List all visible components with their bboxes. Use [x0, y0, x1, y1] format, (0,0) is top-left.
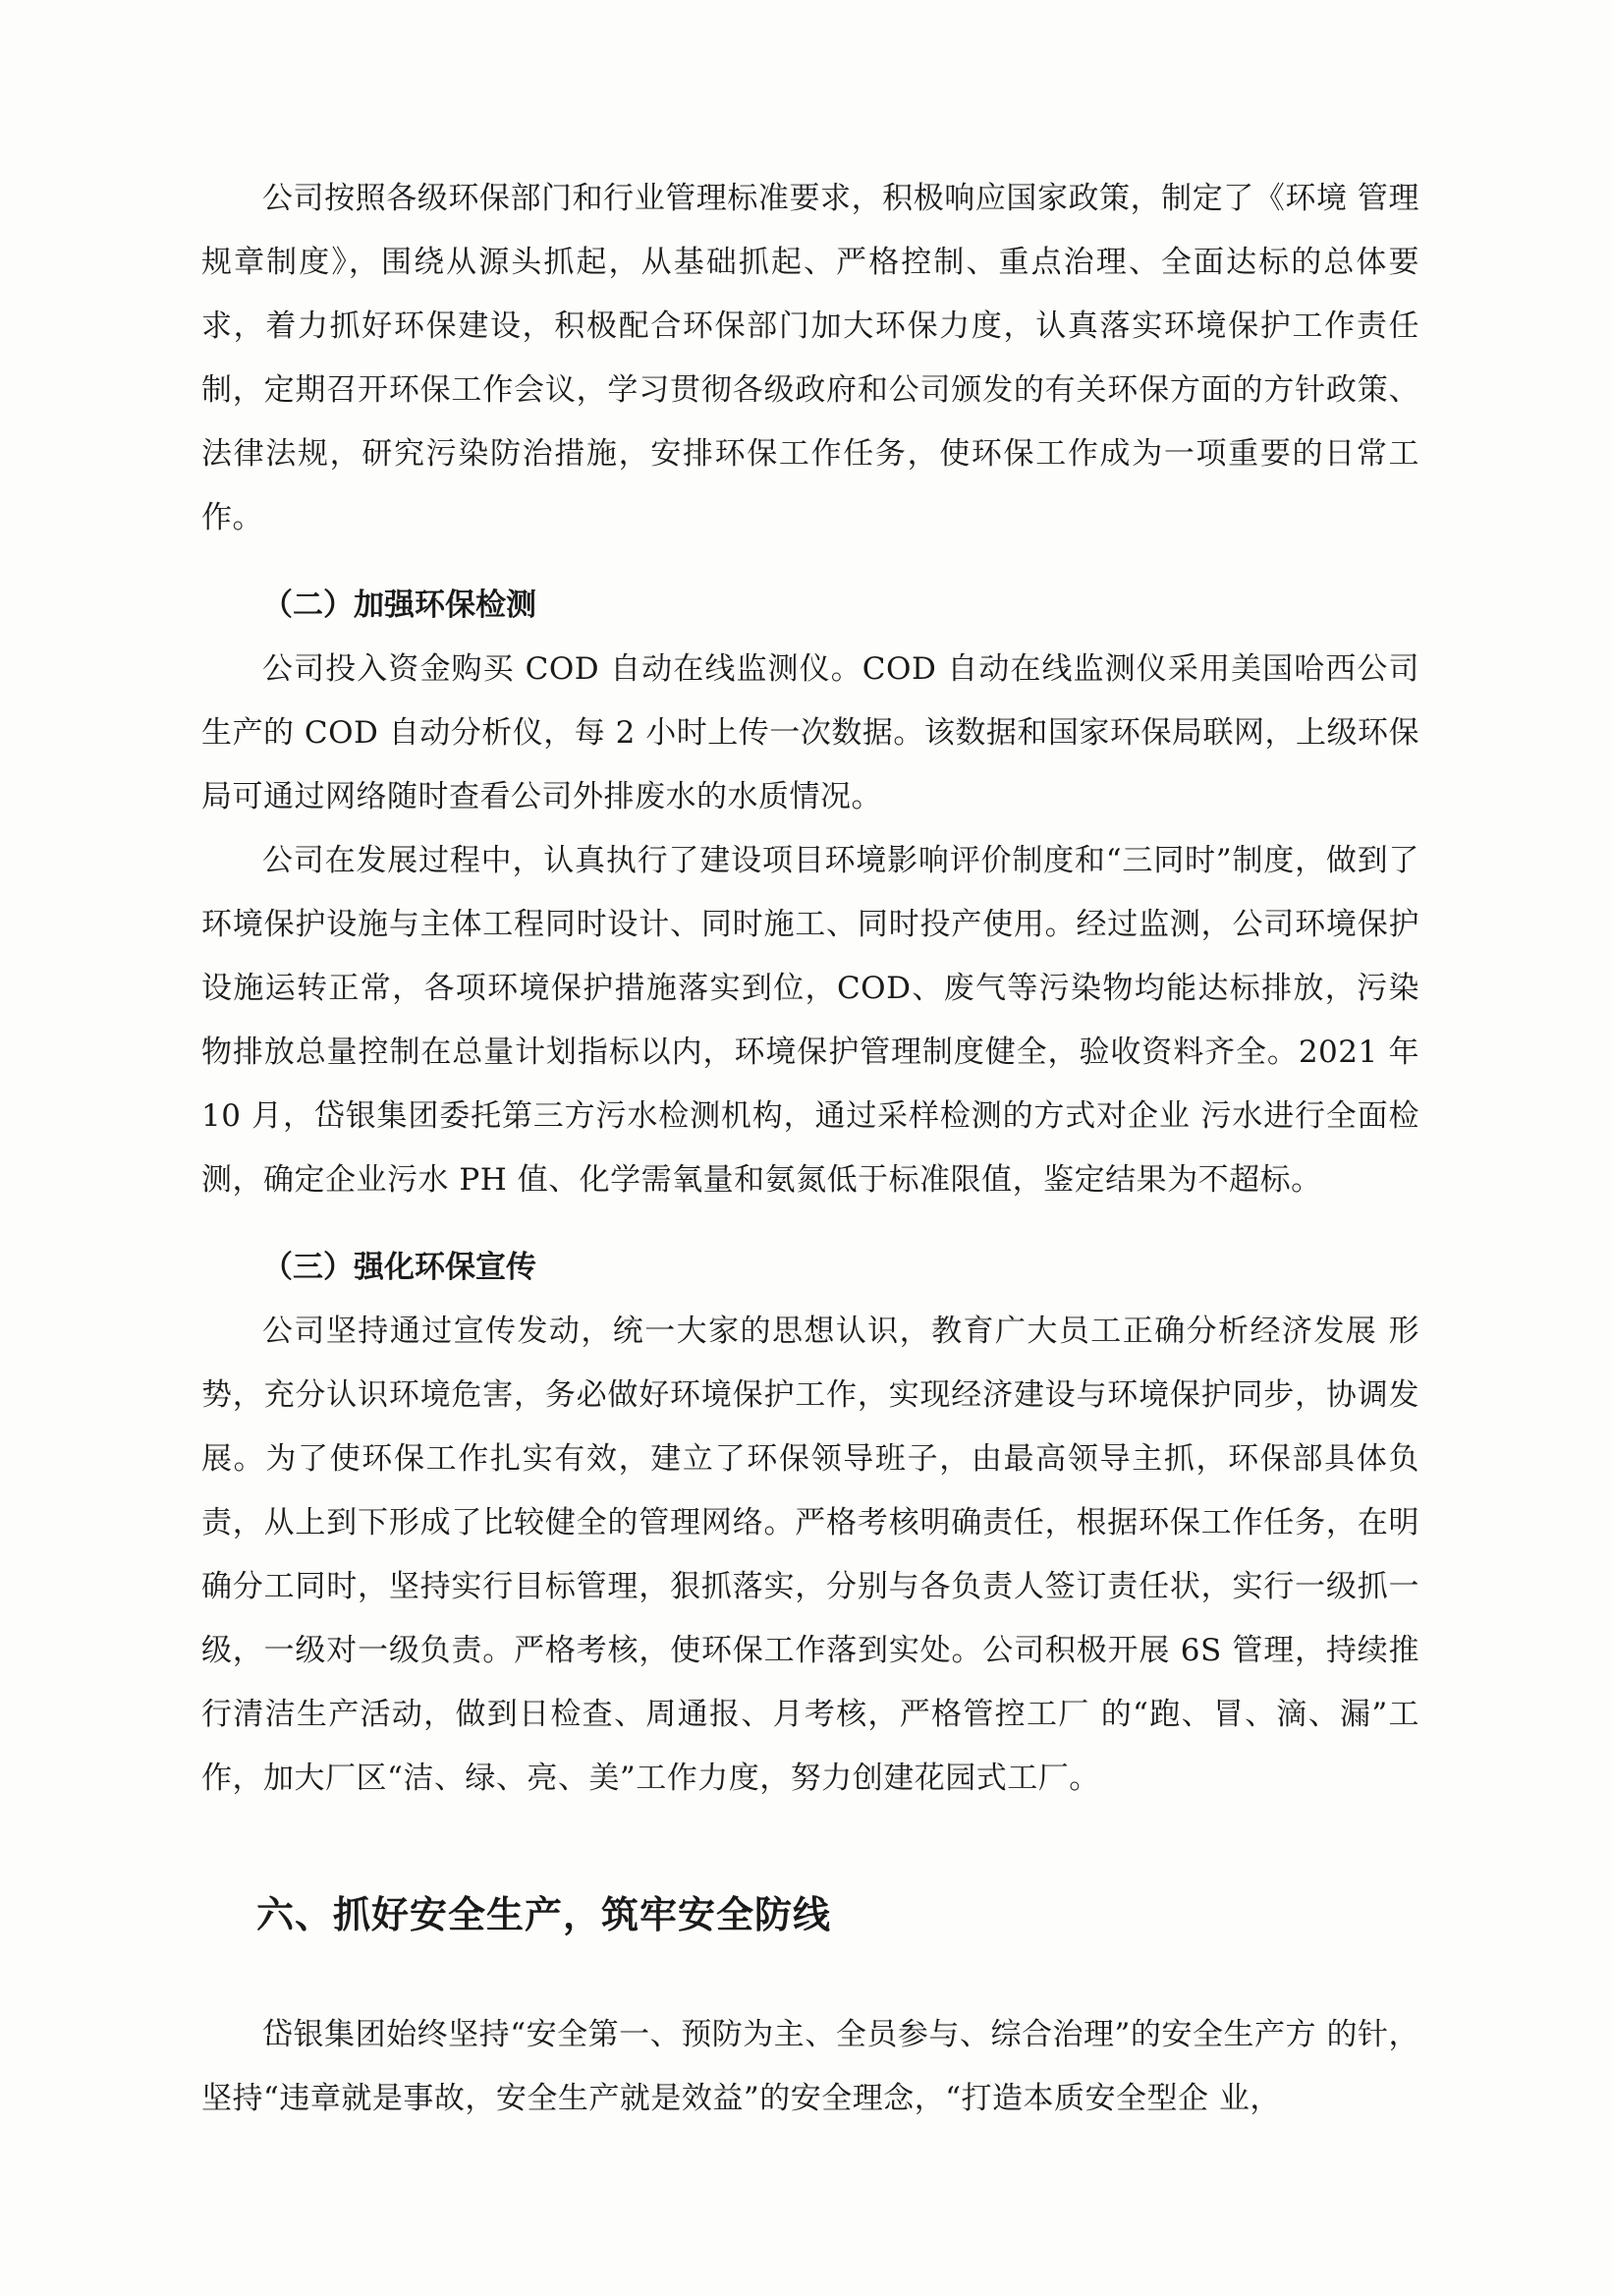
paragraph-cod-monitor: 公司投入资金购买 COD 自动在线监测仪。COD 自动在线监测仪采用美国哈西公司生产的 COD 自动分析仪，每 2 小时上传一次数据。该数据和国家环保局联网，上级环保局可通过网络随时查看公司外排废水的水质情况。: [201, 651, 1419, 814]
subheading-environmental-monitoring: （二）加强环保检测: [262, 588, 536, 623]
document-body: [201, 167, 1419, 2131]
subheading-environmental-publicity: （三）强化环保宣传: [262, 1250, 536, 1285]
section-title-safety-production: 六、抓好安全生产，筑牢安全防线: [256, 1892, 832, 1936]
paragraph-safety-policy: 岱银集团始终坚持“安全第一、预防为主、全员参与、综合治理”的安全生产方 的针，坚持“违章就是事故，安全生产就是效益”的安全理念，“打造本质安全型企 业，: [201, 2017, 1419, 2116]
paragraph-publicity-management: 公司坚持通过宣传发动，统一大家的思想认识，教育广大员工正确分析经济发展 形势，充分认识环境危害，务必做好环境保护工作，实现经济建设与环境保护同步，协调发展。为了使环保工作扎实有效，建立了环保领导班子，由最高领导主抓，环保部具体负责，从上到下形成了比较健全的管理网络。严格考核明确责任，根据环保工作任务，在明确分工同时，坚持实行目标管理，狠抓落实，分别与各负责人签订责任状，实行一级抓一级，一级对一级负责。严格考核，使环保工作落到实处。公司积极开展 6S 管理，持续推行清洁生产活动，做到日检查、周通报、月考核，严格管控工厂 的“跑、冒、滴、漏”工作，加大厂区“洁、绿、亮、美”工作力度，努力创建花园式工厂。: [201, 1314, 1419, 1796]
paragraph-three-simultaneous: 公司在发展过程中，认真执行了建设项目环境影响评价制度和“三同时”制度，做到了环境保护设施与主体工程同时设计、同时施工、同时投产使用。经过监测，公司环境保护设施运转正常，各项环境保护措施落实到位，COD、废气等污染物均能达标排放，污染物排放总量控制在总量计划指标以内，环境保护管理制度健全，验收资料齐全。2021 年 10 月，岱银集团委托第三方污水检测机构，通过采样检测的方式对企业 污水进行全面检测，确定企业污水 PH 值、化学需氧量和氨氮低于标准限值，鉴定结果为不超标。: [201, 843, 1419, 1198]
paragraph-environmental-management: 公司按照各级环保部门和行业管理标准要求，积极响应国家政策，制定了《环境 管理规章制度》，围绕从源头抓起，从基础抓起、严格控制、重点治理、全面达标的总体要求，着力抓好环保建设，积极配合环保部门加大环保力度，认真落实环境保护工作责任制，定期召开环保工作会议，学习贯彻各级政府和公司颁发的有关环保方面的方针政策、法律法规，研究污染防治措施，安排环保工作任务，使环保工作成为一项重要的日常工作。: [201, 181, 1419, 535]
